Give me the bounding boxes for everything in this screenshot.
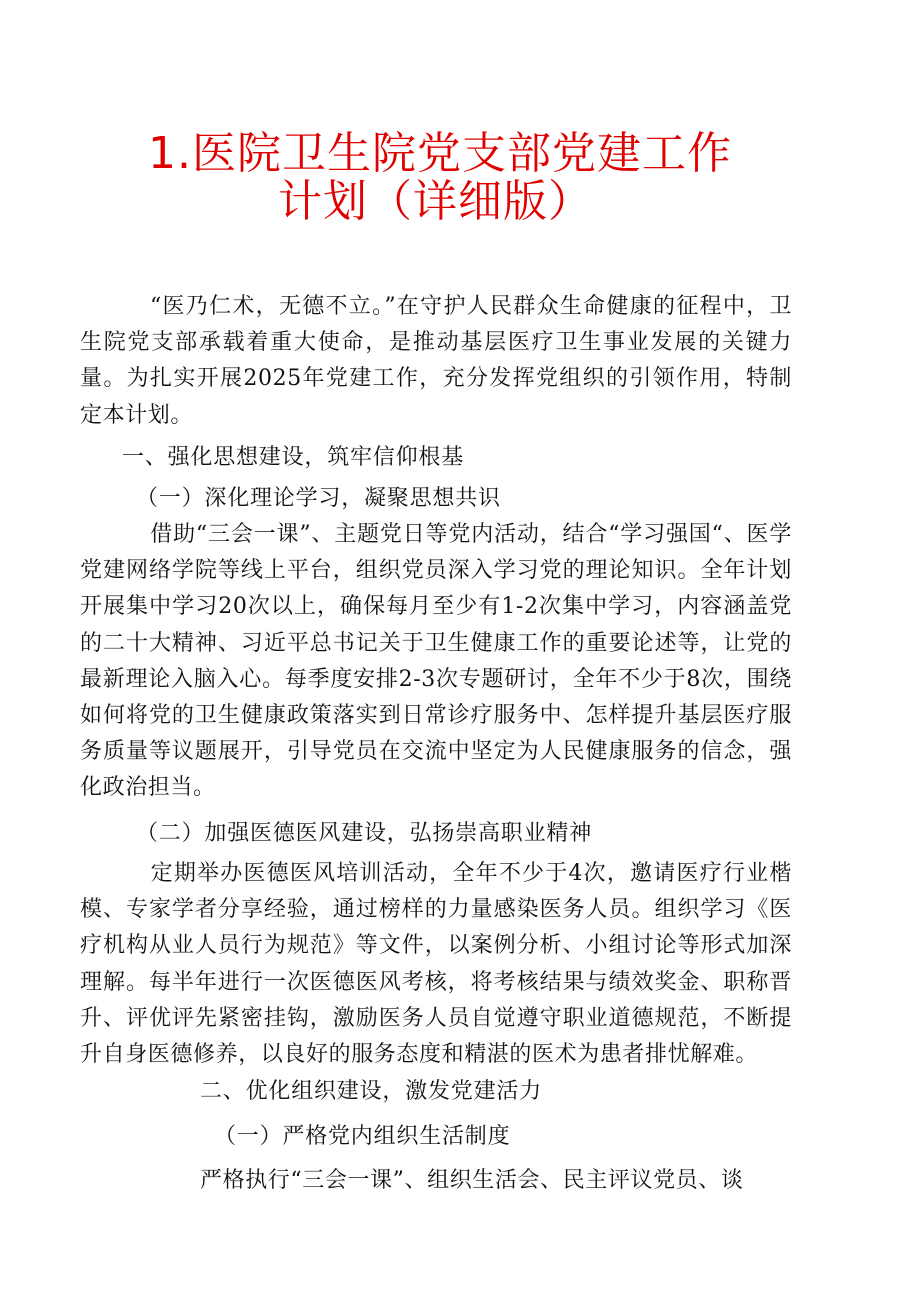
section-1-heading: 一、强化思想建设，筑牢信仰根基 [122, 445, 465, 470]
document-title-line-1: 1.医院卫生院党支部党建工作 [148, 128, 732, 179]
section-2-sub-1-paragraph: 严格执行“三会一课”、组织生活会、民主评议党员、谈 [200, 1168, 744, 1193]
section-1-sub-1-paragraph [80, 517, 792, 807]
intro-paragraph [80, 289, 792, 434]
section-1-subheading-2: （二）加强医德医风建设，弘扬崇高职业精神 [136, 821, 593, 846]
section-1-subheading-1: （一）深化理论学习，凝聚思想共识 [136, 486, 501, 511]
intro-text: “医乃仁术，无德不立。”在守护人民群众生命健康的征程中，卫生院党支部承载着重大使命，是推动基层医疗卫生事业发展的关键力量。为扎实开展2025年党建工作，充分发挥党组织的引领作用，特制定本计划。 [80, 294, 792, 428]
section-2-heading: 二、优化组织建设，激发党建活力 [200, 1079, 543, 1104]
section-2-subheading-1: （一）严格党内组织生活制度 [214, 1124, 511, 1149]
document-title-line-2: 计划（详细版） [278, 176, 593, 227]
section-1-sub-2-paragraph [80, 856, 792, 1073]
section-1-sub-1-text: 借助“三会一课”、主题党日等党内活动，结合“学习强国“、医学党建网络学院等线上平台，组织党员深入学习党的理论知识。全年计划开展集中学习20次以上，确保每月至少有1-2次集中学习，内容涵盖党的二十大精神、习近平总书记关于卫生健康工作的重要论述等，让党的最新理论入脑入心。每季度安排2-3次专题研讨，全年不少于8次，围绕如何将党的卫生健康政策落实到日常诊疗服务中、怎样提升基层医疗服务质量等议题展开，引导党员在交流中坚定为人民健康服务的信念，强化政治担当。 [80, 522, 792, 801]
section-1-sub-2-text: 定期举办医德医风培训活动，全年不少于4次，邀请医疗行业楷模、专家学者分享经验，通过榜样的力量感染医务人员。组织学习《医疗机构从业人员行为规范》等文件，以案例分析、小组讨论等形式加深理解。每半年进行一次医德医风考核，将考核结果与绩效奖金、职称晋升、评优评先紧密挂钩，激励医务人员自觉遵守职业道德规范，不断提升自身医德修养，以良好的服务态度和精湛的医术为患者排忧解难。 [80, 861, 792, 1068]
